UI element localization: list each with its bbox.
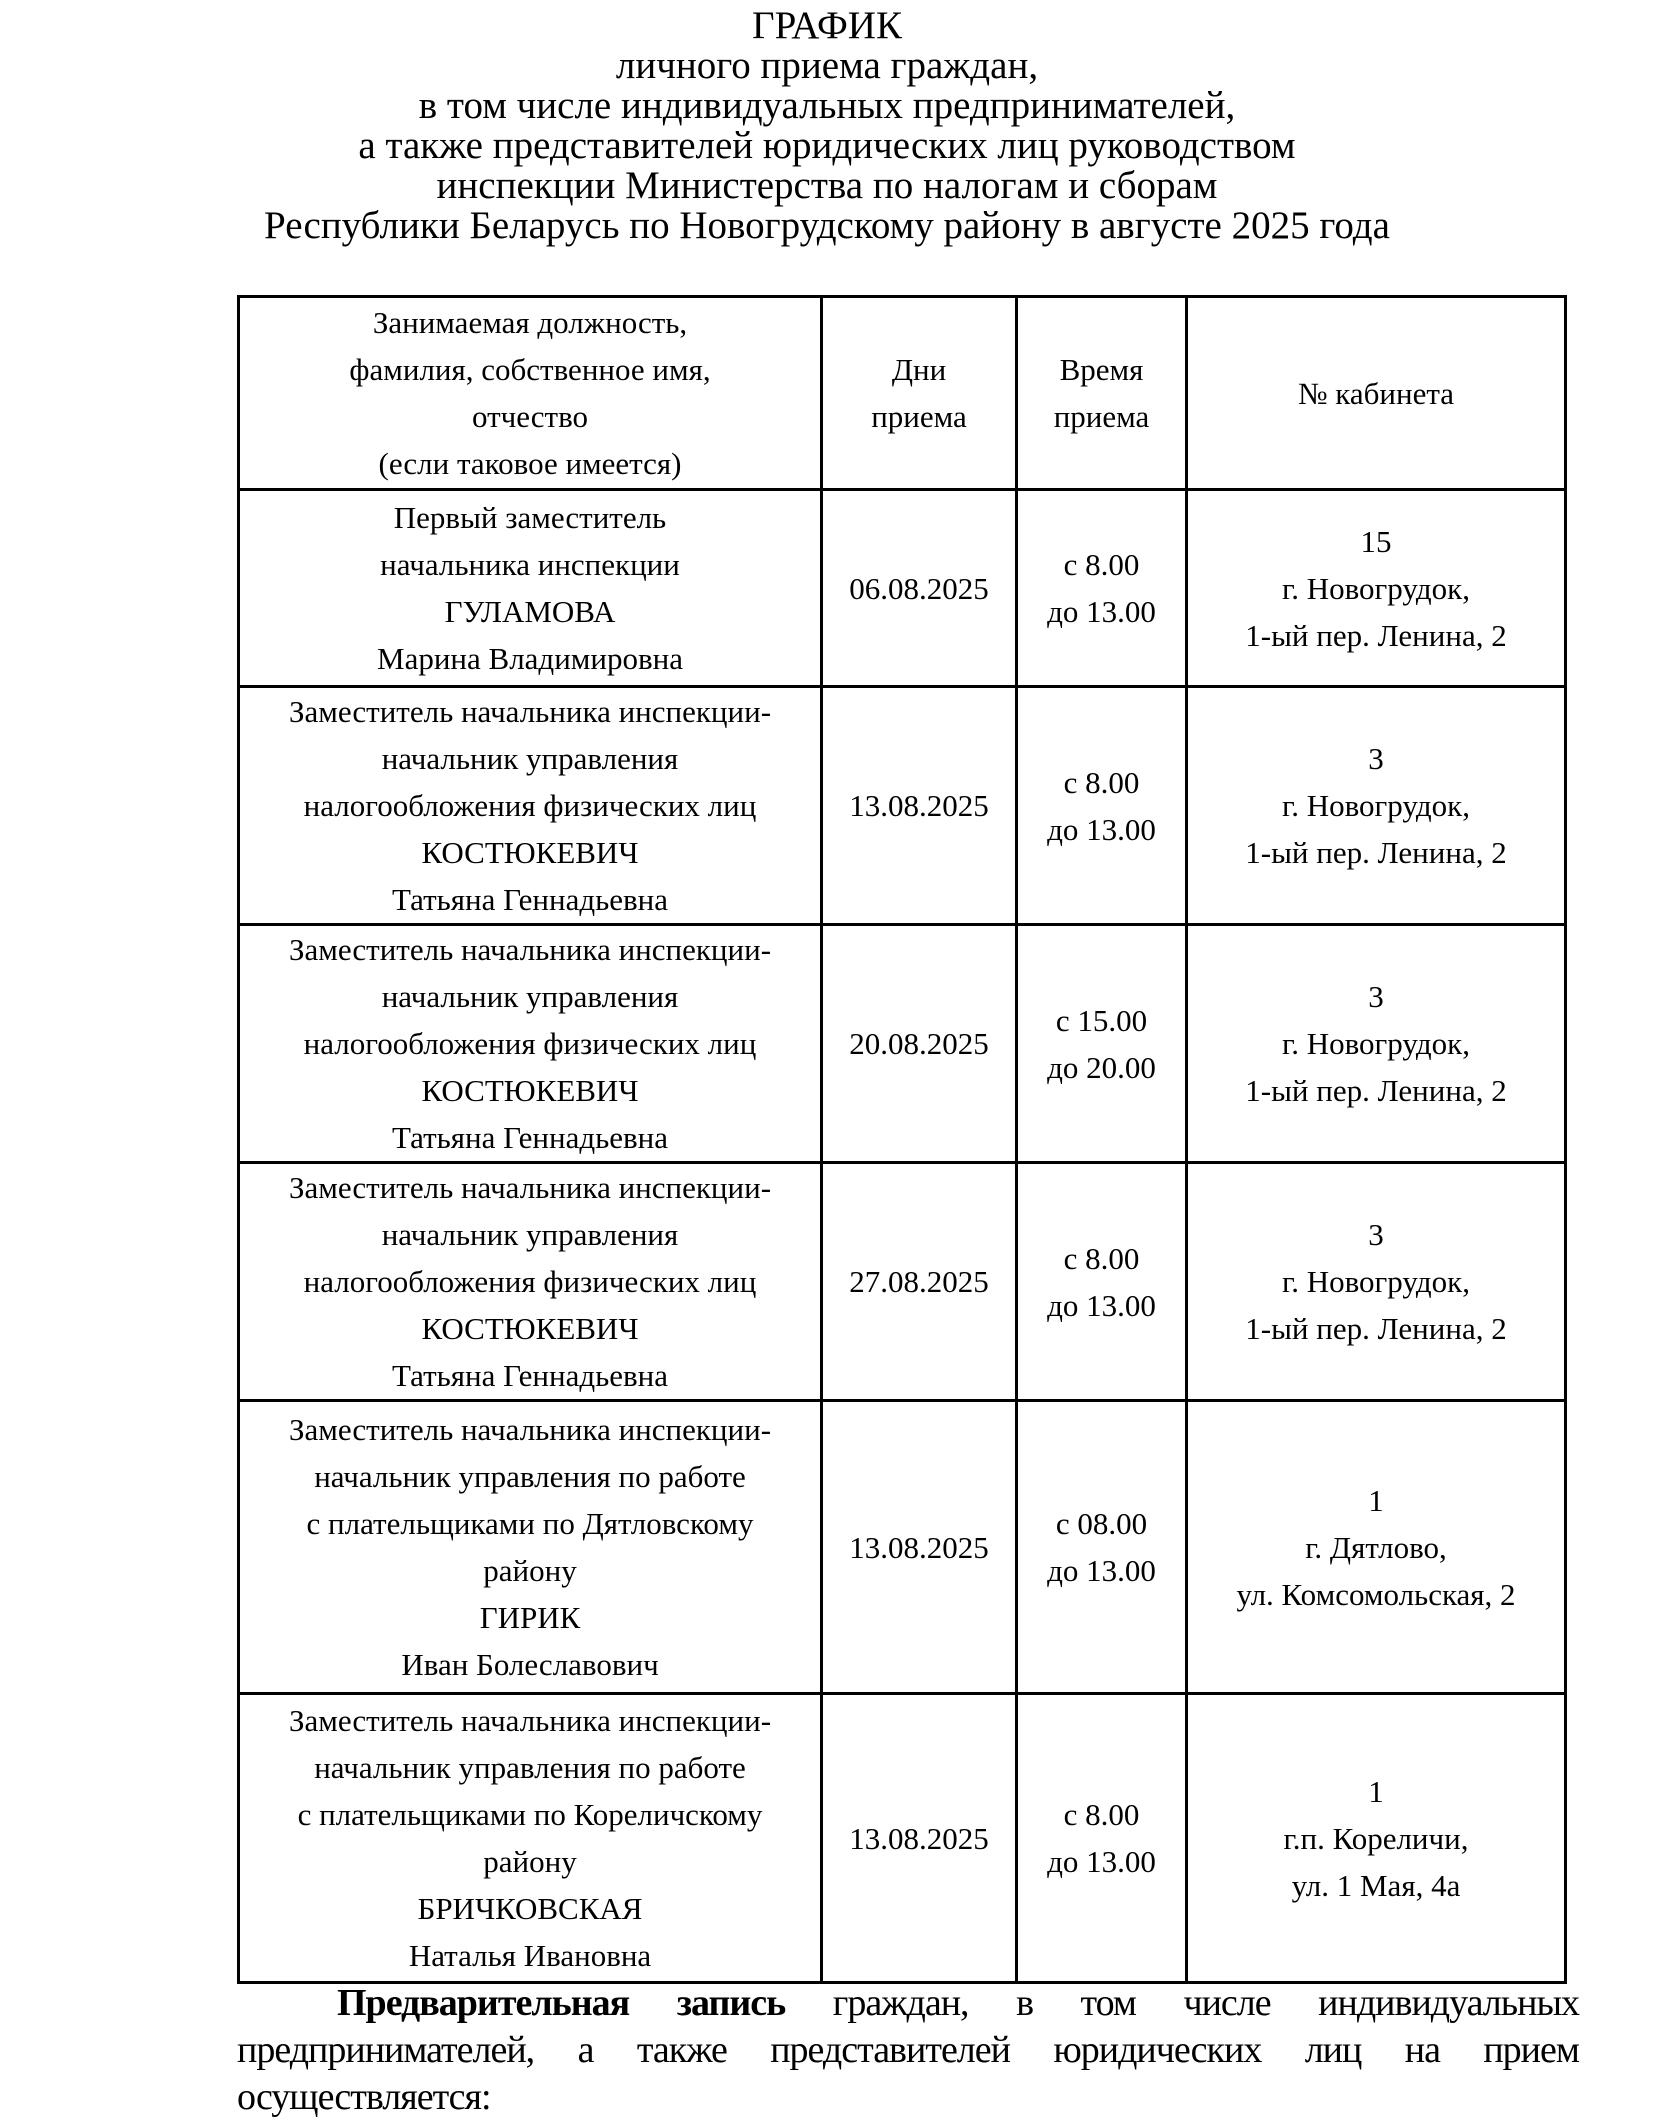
cell-room [1187, 490, 1566, 687]
header-days [822, 297, 1017, 490]
position-line: Татьяна Геннадьевна [391, 882, 669, 917]
position-line: КОСТЮКЕВИЧ [421, 1311, 639, 1346]
note-word: Предварительная [337, 1982, 630, 2024]
header-line: приема [871, 399, 967, 434]
title-line: личного приема граждан, [615, 44, 1039, 87]
note-word: предпринимателей, [237, 2029, 535, 2071]
position-line: Первый заместитель [393, 500, 667, 535]
cell-position [239, 490, 822, 687]
note-word: на [1404, 2029, 1440, 2071]
cell-position [239, 925, 822, 1163]
note-word: также [636, 2029, 727, 2071]
time-line: до 13.00 [1047, 1844, 1156, 1879]
position-line: Татьяна Геннадьевна [391, 1120, 669, 1155]
position-line: ГУЛАМОВА [444, 594, 616, 629]
position-line: Марина Владимировна [377, 641, 683, 676]
room-line: 1 [1368, 1482, 1384, 1518]
position-line: начальник управления по работе [314, 1459, 746, 1494]
position-line: начальник управления [381, 741, 679, 776]
time-line: с 8.00 [1063, 547, 1140, 582]
position-line: налогообложения физических лиц [303, 1264, 757, 1299]
header-line: фамилия, собственное имя, [349, 352, 711, 387]
header-line: (если таковое имеется) [378, 446, 682, 481]
time-line: с 8.00 [1063, 1240, 1140, 1276]
table-header-row [239, 297, 1566, 490]
time-line: до 13.00 [1047, 811, 1156, 847]
room-line: г. Новогрудок, [1282, 788, 1470, 823]
room-line: 1-ый пер. Ленина, 2 [1245, 1073, 1507, 1108]
schedule-table [237, 295, 1567, 1984]
cell-date: 13.08.2025 [822, 1694, 1017, 1983]
note-word: индивидуальных [1318, 1982, 1579, 2024]
header-line: Время [1059, 352, 1144, 387]
cell-room [1187, 687, 1566, 925]
position-line: Татьяна Геннадьевна [391, 1358, 669, 1393]
table-row [239, 1401, 1566, 1694]
header-line: приема [1053, 399, 1150, 434]
header-line: № кабинета [1297, 375, 1455, 411]
room-line: 3 [1368, 1217, 1384, 1252]
position-line: району [483, 1553, 577, 1588]
cell-date: 13.08.2025 [822, 687, 1017, 925]
title-line: инспекции Министерства по налогам и сборам [436, 164, 1218, 207]
note-word: лиц [1304, 2029, 1362, 2071]
table-row [239, 1694, 1566, 1983]
note-word: граждан, [832, 1982, 969, 2024]
cell-time [1017, 925, 1187, 1163]
room-line: ул. 1 Мая, 4а [1291, 1867, 1461, 1903]
note-word: юридических [1053, 2029, 1262, 2071]
note-word: а [577, 2029, 594, 2071]
room-line: г.п. Кореличи, [1283, 1820, 1469, 1856]
position-line: налогообложения физических лиц [303, 1026, 757, 1061]
time-line: с 8.00 [1063, 764, 1140, 800]
cell-time [1017, 1401, 1187, 1694]
position-line: району [483, 1844, 577, 1879]
position-line: Заместитель начальника инспекции- [288, 694, 772, 729]
cell-room [1187, 925, 1566, 1163]
note-word: представителей [770, 2029, 1010, 2071]
note-word: числе [1183, 1982, 1271, 2024]
position-line: Заместитель начальника инспекции- [288, 1170, 772, 1205]
position-line: ГИРИК [479, 1600, 581, 1635]
header-time [1017, 297, 1187, 490]
room-line: 1 [1368, 1773, 1384, 1809]
time-line: до 13.00 [1047, 1287, 1156, 1323]
room-line: 1-ый пер. Ленина, 2 [1245, 1311, 1507, 1346]
room-line: 3 [1368, 979, 1384, 1014]
note-line [237, 1980, 1579, 2027]
title-line: в том числе индивидуальных предпринимателей, [418, 84, 1236, 127]
position-line: начальник управления [381, 1217, 679, 1252]
room-line: г. Новогрудок, [1282, 1026, 1470, 1061]
cell-room [1187, 1694, 1566, 1983]
cell-room [1187, 1163, 1566, 1401]
position-line: налогообложения физических лиц [303, 788, 757, 823]
cell-time [1017, 490, 1187, 687]
position-line: Заместитель начальника инспекции- [288, 1703, 772, 1738]
title-line: ГРАФИК [752, 4, 902, 47]
time-line: с 8.00 [1063, 1797, 1140, 1832]
table-row [239, 490, 1566, 687]
room-line: 1-ый пер. Ленина, 2 [1245, 617, 1507, 653]
room-line: г. Новогрудок, [1282, 570, 1470, 606]
cell-time [1017, 687, 1187, 925]
position-line: с плательщиками по Кореличскому [297, 1797, 763, 1832]
room-line: 1-ый пер. Ленина, 2 [1245, 835, 1507, 870]
room-line: г. Дятлово, [1305, 1529, 1447, 1565]
note-word: запись [676, 1982, 786, 2024]
table-row [239, 925, 1566, 1163]
room-line: г. Новогрудок, [1282, 1264, 1470, 1299]
note-word: прием [1483, 2029, 1579, 2071]
position-line: БРИЧКОВСКАЯ [417, 1891, 643, 1926]
position-line: Заместитель начальника инспекции- [288, 932, 772, 967]
document-title [0, 6, 1654, 246]
header-room [1187, 297, 1566, 490]
cell-position [239, 687, 822, 925]
room-line: ул. Комсомольская, 2 [1236, 1576, 1516, 1612]
title-line: Республики Беларусь по Новогрудскому району в августе 2025 года [264, 204, 1390, 247]
note-word: в [1016, 1982, 1034, 2024]
position-line: Заместитель начальника инспекции- [288, 1412, 772, 1447]
cell-time [1017, 1694, 1187, 1983]
note-word: том [1080, 1982, 1136, 2024]
cell-date: 27.08.2025 [822, 1163, 1017, 1401]
note-word: осуществляется: [237, 2076, 491, 2118]
pre-registration-note [237, 1980, 1579, 2121]
cell-position [239, 1401, 822, 1694]
header-position [239, 297, 822, 490]
position-line: начальника инспекции [380, 547, 680, 582]
position-line: с плательщиками по Дятловскому [306, 1506, 754, 1541]
position-line: начальник управления по работе [314, 1750, 746, 1785]
time-line: до 13.00 [1047, 1553, 1156, 1588]
note-line [237, 2074, 1579, 2121]
room-line: 3 [1368, 741, 1384, 776]
cell-position [239, 1694, 822, 1983]
table-row [239, 1163, 1566, 1401]
time-line: до 20.00 [1047, 1049, 1156, 1085]
room-line: 15 [1360, 523, 1392, 559]
cell-position [239, 1163, 822, 1401]
time-line: до 13.00 [1047, 594, 1156, 629]
cell-date: 06.08.2025 [822, 490, 1017, 687]
position-line: Наталья Ивановна [408, 1938, 652, 1973]
header-line: Занимаемая должность, [372, 305, 688, 340]
position-line: Иван Болеславович [401, 1647, 659, 1682]
position-line: КОСТЮКЕВИЧ [421, 1073, 639, 1108]
header-line: отчество [472, 399, 588, 434]
table-row [239, 687, 1566, 925]
position-line: КОСТЮКЕВИЧ [421, 835, 639, 870]
note-line [237, 2027, 1579, 2074]
title-line: а также представителей юридических лиц руководством [358, 124, 1296, 167]
time-line: с 08.00 [1055, 1506, 1148, 1541]
header-line: Дни [891, 352, 947, 387]
cell-date: 20.08.2025 [822, 925, 1017, 1163]
time-line: с 15.00 [1055, 1002, 1148, 1038]
position-line: начальник управления [381, 979, 679, 1014]
cell-time [1017, 1163, 1187, 1401]
cell-room [1187, 1401, 1566, 1694]
cell-date: 13.08.2025 [822, 1401, 1017, 1694]
